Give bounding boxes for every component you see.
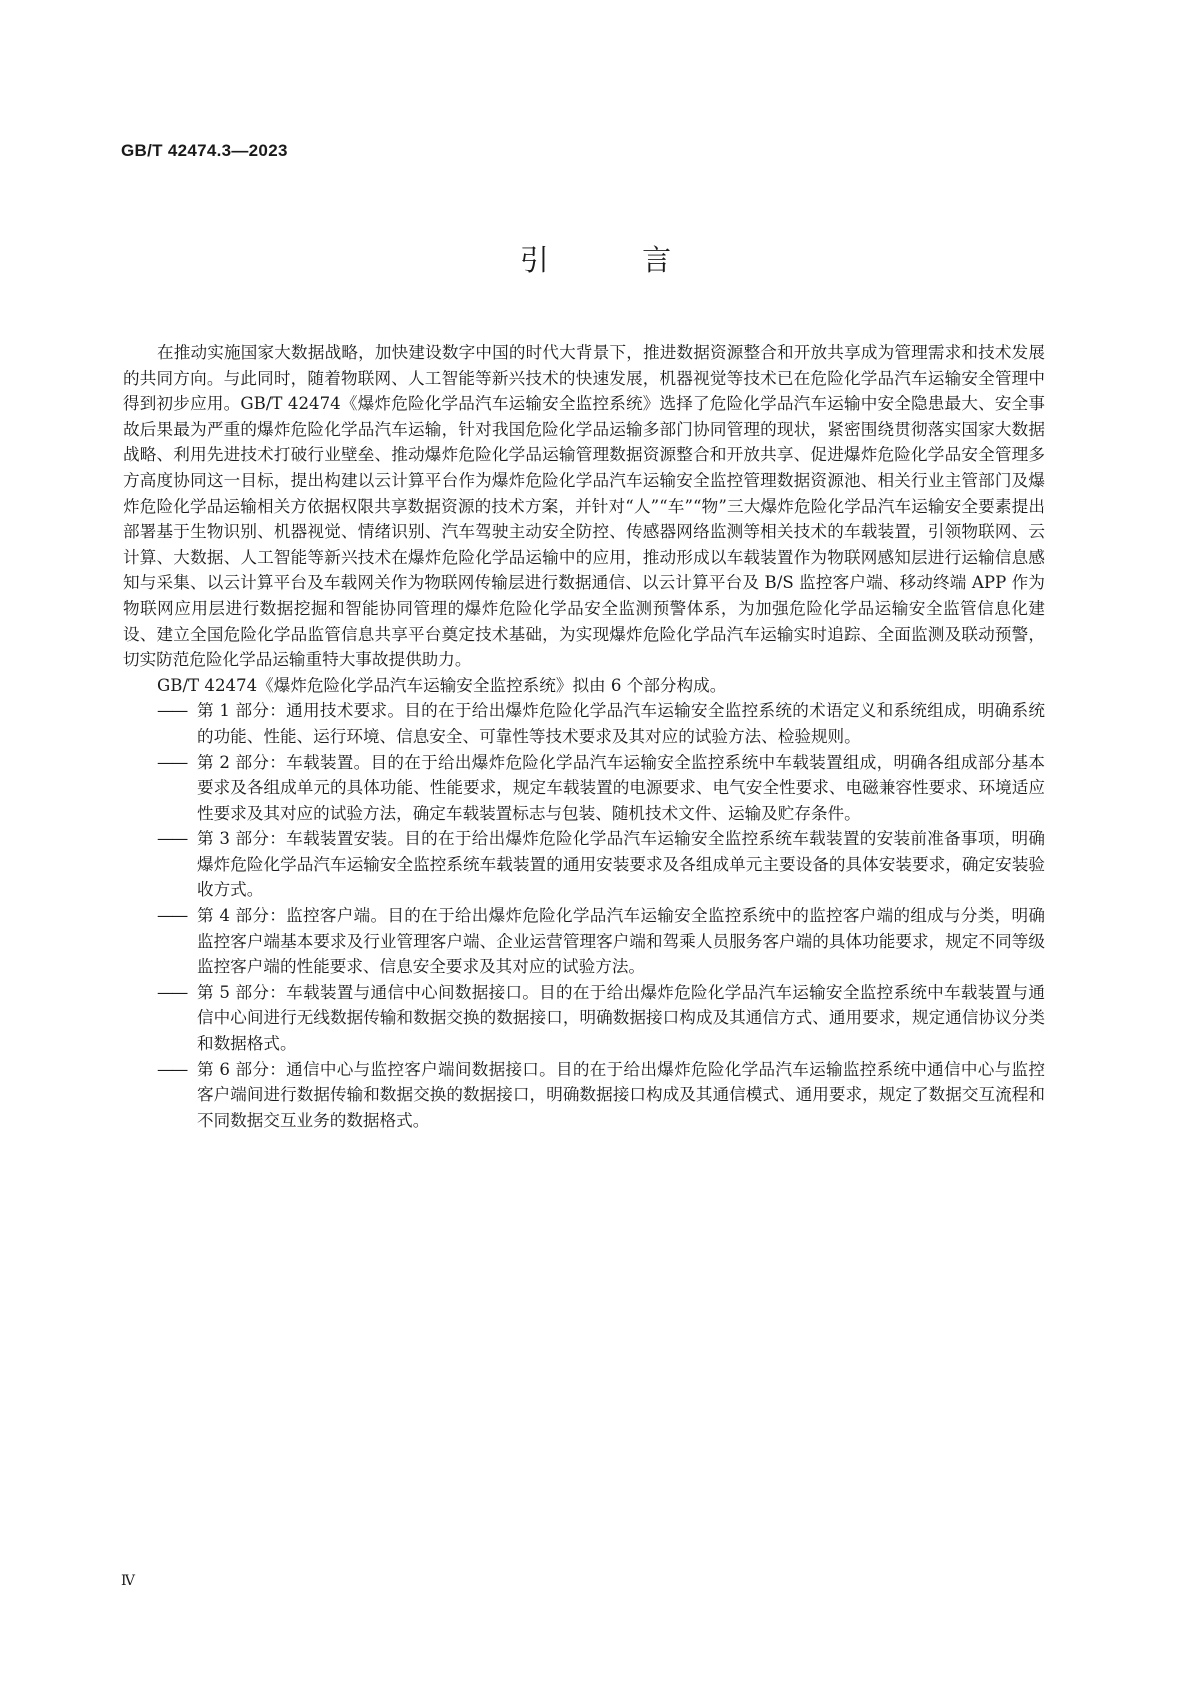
intro-paragraph: 在推动实施国家大数据战略，加快建设数字中国的时代大背景下，推进数据资源整合和开放共享成为管理需求和技术发展的共同方向。与此同时，随着物联网、人工智能等新兴技术的快速发展，机器视觉等技术已在危险化学品汽车运输安全管理中得到初步应用。GB/T 42474《爆炸危险化学品汽车运输安全监控系统》选择了危险化学品汽车运输中安全隐患最大、安全事故后果最为严重的爆炸危险化学品汽车运输，针对我国危险化学品运输多部门协同管理的现状，紧密围绕贯彻落实国家大数据战略、利用先进技术打破行业壁垒、推动爆炸危险化学品运输管理数据资源整合和开放共享、促进爆炸危险化学品安全管理多方高度协同这一目标，提出构建以云计算平台作为爆炸危险化学品汽车运输安全监控管理数据资源池、相关行业主管部门及爆炸危险化学品运输相关方依据权限共享数据资源的技术方案，并针对“人”“车”“物”三大爆炸危险化学品汽车运输安全要素提出部署基于生物识别、机器视觉、情绪识别、汽车驾驶主动安全防控、传感器网络监测等相关技术的车载装置，引领物联网、云计算、大数据、人工智能等新兴技术在爆炸危险化学品运输中的应用，推动形成以车载装置作为物联网感知层进行运输信息感知与采集、以云计算平台及车载网关作为物联网传输层进行数据通信、以云计算平台及 B/S 监控客户端、移动终端 APP 作为物联网应用层进行数据挖掘和智能协同管理的爆炸危险化学品安全监测预警体系，为加强危险化学品运输安全监管信息化建设、建立全国危险化学品监管信息共享平台奠定技术基础，为实现爆炸危险化学品汽车运输实时追踪、全面监测及联动预警，切实防范危险化学品运输重特大事故提供助力。 — [123, 343, 1045, 670]
list-item-part-3 — [123, 826, 1045, 903]
list-item-text: 第 5 部分：车载装置与通信中心间数据接口。目的在于给出爆炸危险化学品汽车运输安全监控系统中车载装置与通信中心间进行无线数据传输和数据交换的数据接口，明确数据接口构成及其通信方式、通用要求，规定通信协议分类和数据格式。 — [197, 982, 1045, 1054]
list-item-part-5 — [123, 980, 1045, 1057]
parts-list — [123, 698, 1045, 1133]
list-item-text: 第 4 部分：监控客户端。目的在于给出爆炸危险化学品汽车运输安全监控系统中的监控客户端的组成与分类，明确监控客户端基本要求及行业管理客户端、企业运营管理客户端和驾乘人员服务客户端的具体功能要求，规定不同等级监控客户端的性能要求、信息安全要求及其对应的试验方法。 — [197, 906, 1045, 977]
list-dash: —— — [157, 701, 187, 721]
list-item-text: 第 2 部分：车载装置。目的在于给出爆炸危险化学品汽车运输安全监控系统中车载装置组成，明确各组成部分基本要求及各组成单元的具体功能、性能要求，规定车载装置的电源要求、电气安全性要求、电磁兼容性要求、环境适应性要求及其对应的试验方法，确定车载装置标志与包装、随机技术文件、运输及贮存条件。 — [197, 752, 1045, 823]
list-dash: —— — [157, 752, 187, 772]
page-title: 引 言 — [519, 243, 714, 277]
list-item-text: 第 3 部分：车载装置安装。目的在于给出爆炸危险化学品汽车运输安全监控系统车载装置的安装前准备事项，明确爆炸危险化学品汽车运输安全监控系统车载装置的通用安装要求及各组成单元主要设备的具体安装要求，确定安装验收方式。 — [197, 829, 1045, 900]
list-dash: —— — [157, 906, 187, 926]
list-dash: —— — [157, 829, 187, 849]
list-item-part-4 — [123, 903, 1045, 980]
list-item-text: 第 6 部分：通信中心与监控客户端间数据接口。目的在于给出爆炸危险化学品汽车运输监控系统中通信中心与监控客户端间进行数据传输和数据交换的数据接口，明确数据接口构成及其通信模式、通用要求，规定了数据交互流程和不同数据交互业务的数据格式。 — [197, 1059, 1045, 1130]
body-text — [123, 340, 1045, 1133]
list-item-part-6 — [123, 1057, 1045, 1134]
standard-number: GB/T 42474.3—2023 — [121, 141, 288, 160]
list-item-text: 第 1 部分：通用技术要求。目的在于给出爆炸危险化学品汽车运输安全监控系统的术语定义和系统组成，明确系统的功能、性能、运行环境、信息安全、可靠性等技术要求及其对应的试验方法、检验规则。 — [197, 701, 1045, 746]
list-dash: —— — [157, 1059, 187, 1079]
list-item-part-2 — [123, 750, 1045, 827]
list-dash: —— — [157, 982, 187, 1002]
list-item-part-1 — [123, 698, 1045, 749]
page-number: Ⅳ — [121, 1573, 135, 1589]
parts-overview-paragraph: GB/T 42474《爆炸危险化学品汽车运输安全监控系统》拟由 6 个部分构成。 — [157, 675, 727, 695]
